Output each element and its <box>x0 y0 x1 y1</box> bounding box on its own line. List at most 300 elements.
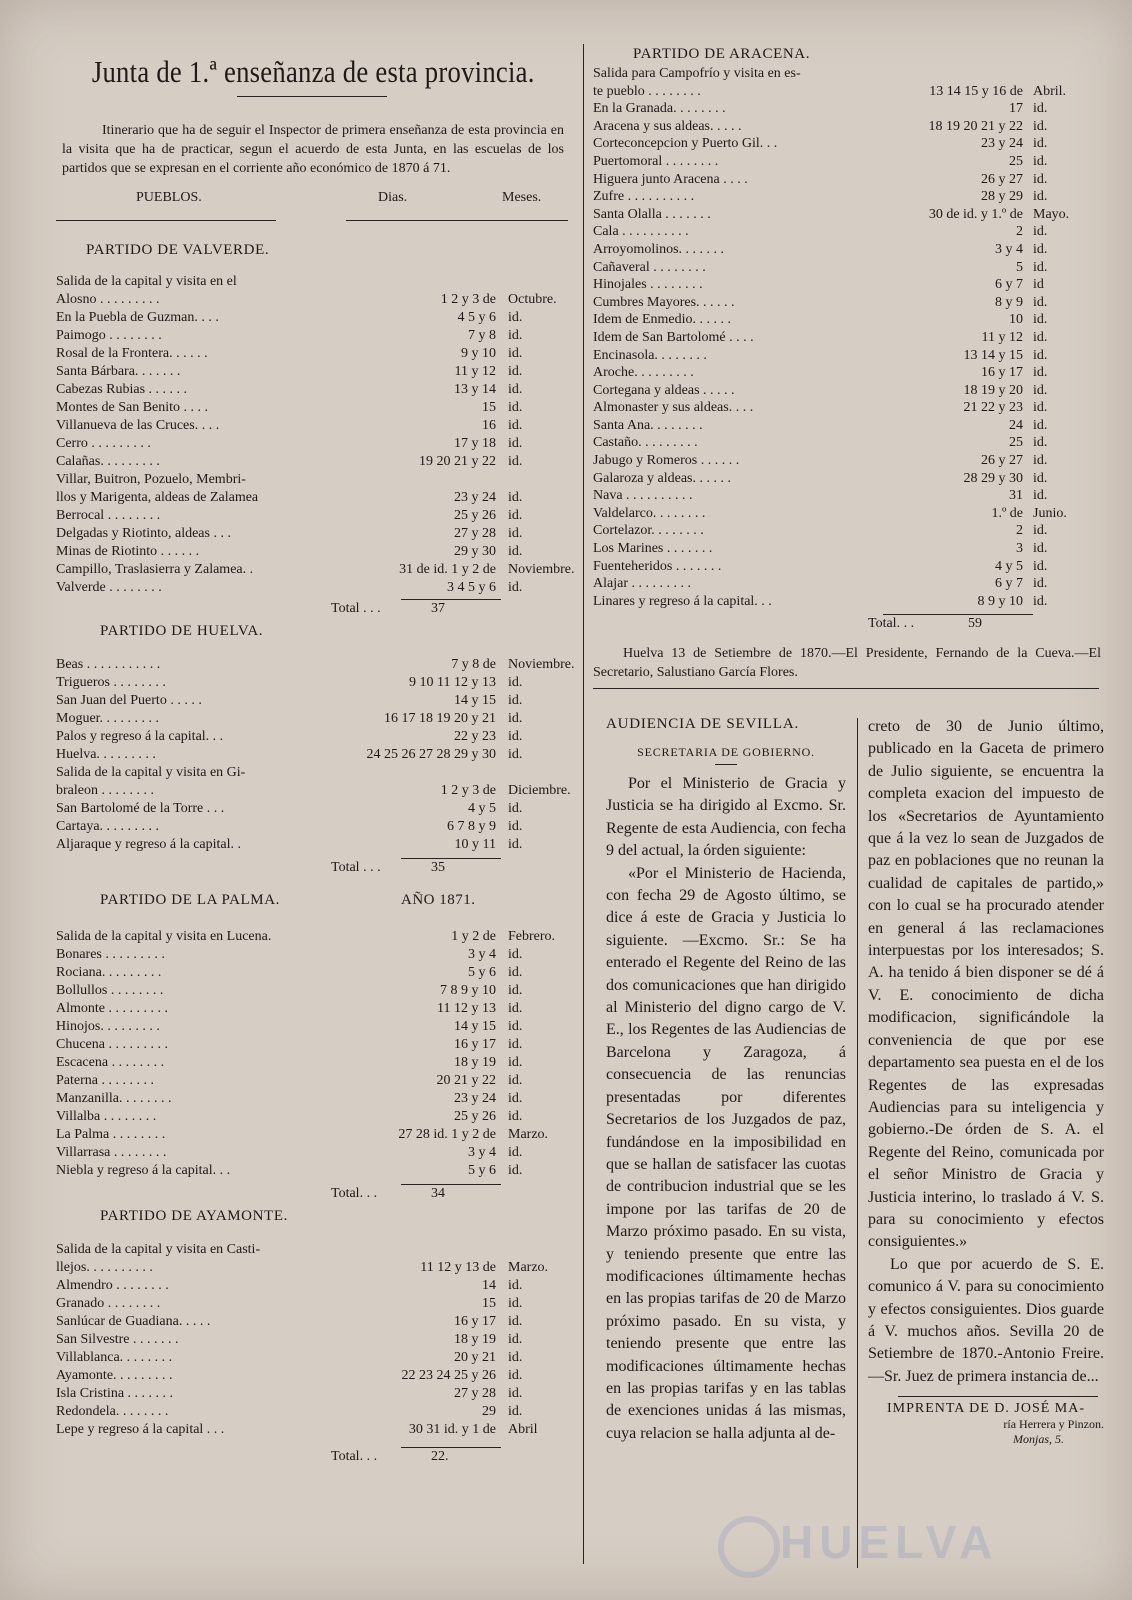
signature-text: Huelva 13 de Setiembre de 1870.—El Presidente, Fernando de la Cueva.—El Secretario, Salustiano García Flores. <box>593 646 1101 681</box>
meses-cell: id. <box>508 693 523 708</box>
table-row <box>593 188 1103 206</box>
dias-cell: 25 <box>1009 153 1023 169</box>
dias-cell: 2 <box>1016 523 1023 539</box>
pueblo-cell: Los Marines . . . . . . . <box>593 541 713 557</box>
dias-cell: 13 y 14 <box>454 382 496 397</box>
dias-cell: 31 <box>1009 488 1023 504</box>
pueblo-cell: Villanueva de las Cruces. . . . <box>56 418 220 433</box>
pueblo-cell: Villalba . . . . . . . . <box>56 1109 157 1124</box>
dias-cell: 18 y 19 <box>454 1332 496 1347</box>
dias-cell: 26 y 27 <box>981 453 1023 469</box>
total-value: 37 <box>431 601 445 616</box>
dias-cell: 21 22 y 23 <box>963 400 1023 416</box>
pueblo-cell: Cortegana y aldeas . . . . . <box>593 382 735 398</box>
dias-cell: 22 23 24 25 y 26 <box>401 1368 496 1383</box>
pueblo-cell: Bollullos . . . . . . . . <box>56 983 164 998</box>
dias-cell: 15 <box>482 1296 496 1311</box>
meses-cell: id. <box>508 1278 523 1293</box>
table-row <box>56 1331 568 1349</box>
table-row <box>56 964 568 982</box>
pueblo-cell: En la Granada. . . . . . . . <box>593 101 726 117</box>
table-row <box>56 291 568 309</box>
column-divider <box>583 44 584 1564</box>
section-title: PARTIDO DE AYAMONTE. <box>100 1208 288 1224</box>
pueblo-cell: Huelva. . . . . . . . . <box>56 747 156 762</box>
meses-cell: id. <box>508 983 523 998</box>
meses-cell: id. <box>1033 347 1048 363</box>
table-row <box>56 1277 568 1295</box>
meses-cell: id. <box>508 1163 523 1178</box>
dias-cell: 11 12 y 13 de <box>420 1260 496 1275</box>
meses-cell: id. <box>508 1350 523 1365</box>
dias-cell: 3 y 4 <box>468 1145 496 1160</box>
meses-cell: id. <box>1033 101 1048 117</box>
pueblo-cell: Rosal de la Frontera. . . . . . <box>56 346 208 361</box>
pueblo-cell: Escacena . . . . . . . . <box>56 1055 165 1070</box>
meses-cell: Noviembre. <box>508 657 575 672</box>
meses-cell: id. <box>508 364 523 379</box>
table-row <box>593 241 1103 259</box>
pueblo-cell: Salida de la capital y visita en Lucena. <box>56 929 272 944</box>
table-row <box>593 347 1103 365</box>
dias-cell: 6 7 8 y 9 <box>447 819 496 834</box>
pueblo-cell: Higuera junto Aracena . . . . <box>593 171 748 187</box>
pueblo-cell: Cala . . . . . . . . . . <box>593 224 689 240</box>
rows-ayamonte <box>56 1241 568 1439</box>
table-row <box>593 206 1103 224</box>
pueblo-cell: Isla Cristina . . . . . . . <box>56 1386 174 1401</box>
pueblo-cell: San Bartolomé de la Torre . . . <box>56 801 225 816</box>
meses-cell: id. <box>508 1404 523 1419</box>
meses-cell: id. <box>1033 118 1048 134</box>
table-row <box>593 364 1103 382</box>
pueblo-cell: Jabugo y Romeros . . . . . . <box>593 453 740 469</box>
meses-cell: id. <box>508 346 523 361</box>
meses-cell: id. <box>508 1073 523 1088</box>
dias-cell: 27 y 28 <box>454 526 496 541</box>
meses-cell: id. <box>508 1368 523 1383</box>
meses-cell: Junio. <box>1033 505 1067 521</box>
meses-cell: Diciembre. <box>508 783 571 798</box>
total-label: Total . . . <box>331 860 381 875</box>
subtitle-rule <box>715 764 737 765</box>
pueblo-cell: San Silvestre . . . . . . . <box>56 1332 179 1347</box>
table-row <box>56 1295 568 1313</box>
table-row <box>593 382 1103 400</box>
table-row <box>56 273 568 291</box>
pueblo-cell: Palos y regreso á la capital. . . <box>56 729 224 744</box>
pueblo-cell: Niebla y regreso á la capital. . . <box>56 1163 231 1178</box>
table-row <box>593 399 1103 417</box>
meses-cell: id. <box>508 747 523 762</box>
table-row <box>593 522 1103 540</box>
total-ayamonte <box>56 1449 568 1469</box>
dias-cell: 4 y 5 <box>995 558 1023 574</box>
table-row <box>56 1090 568 1108</box>
meses-cell: id. <box>508 1296 523 1311</box>
meses-cell: id. <box>1033 488 1048 504</box>
dias-cell: 6 y 7 <box>995 576 1023 592</box>
section-ayamonte <box>56 1208 568 1469</box>
dias-cell: 13 14 y 15 <box>963 347 1023 363</box>
meses-cell: id. <box>508 675 523 690</box>
dias-cell: 4 y 5 <box>468 801 496 816</box>
pueblo-cell: Cumbres Mayores. . . . . . <box>593 294 735 310</box>
dias-cell: 25 y 26 <box>454 1109 496 1124</box>
pueblo-cell: La Palma . . . . . . . . <box>56 1127 166 1142</box>
meses-cell: id. <box>508 436 523 451</box>
year-heading: AÑO 1871. <box>401 892 476 908</box>
pueblo-cell: Rociana. . . . . . . . . <box>56 965 162 980</box>
table-row <box>56 579 568 597</box>
dias-cell: 3 4 5 y 6 <box>447 580 496 595</box>
table-row <box>56 471 568 489</box>
dias-cell: 29 <box>482 1404 496 1419</box>
table-row <box>593 575 1103 593</box>
pueblo-cell: Fuenteheridos . . . . . . . <box>593 558 722 574</box>
table-row <box>593 276 1103 294</box>
dias-cell: 27 y 28 <box>454 1386 496 1401</box>
dias-cell: 8 9 y 10 <box>977 593 1023 609</box>
pueblo-cell: Berrocal . . . . . . . . <box>56 508 161 523</box>
dias-cell: 9 y 10 <box>461 346 496 361</box>
dias-cell: 17 y 18 <box>454 436 496 451</box>
pueblo-cell: Valverde . . . . . . . . <box>56 580 162 595</box>
dias-cell: 19 20 21 y 22 <box>419 454 496 469</box>
dias-cell: 28 29 y 30 <box>963 470 1023 486</box>
article-body-1 <box>606 773 846 1445</box>
dias-cell: 3 <box>1016 541 1023 557</box>
table-row <box>593 558 1103 576</box>
meses-cell: id. <box>1033 400 1048 416</box>
pueblo-cell: Aroche. . . . . . . . . <box>593 365 694 381</box>
dias-cell: 30 31 id. y 1 de <box>408 1422 496 1437</box>
pueblo-cell: Aljaraque y regreso á la capital. . <box>56 837 242 852</box>
table-row <box>593 65 1103 83</box>
meses-cell: id. <box>508 801 523 816</box>
pueblo-cell: En la Puebla de Guzman. . . . <box>56 310 219 325</box>
table-row <box>56 656 575 674</box>
header-rule-left <box>56 220 276 221</box>
pueblo-cell: Alajar . . . . . . . . . <box>593 576 691 592</box>
table-row <box>56 1421 568 1439</box>
pueblo-cell: Alosno . . . . . . . . . <box>56 292 160 307</box>
pueblo-cell: Idem de Enmedio. . . . . . <box>593 312 732 328</box>
header-meses: Meses. <box>502 190 542 205</box>
pueblo-cell: Villar, Buitron, Pozuelo, Membri- <box>56 472 246 487</box>
table-row <box>56 982 568 1000</box>
table-row <box>56 453 568 471</box>
table-row <box>56 928 568 946</box>
table-row <box>56 489 568 507</box>
pueblo-cell: San Juan del Puerto . . . . . <box>56 693 202 708</box>
table-row <box>56 1403 568 1421</box>
table-row <box>56 1313 568 1331</box>
dias-cell: 20 21 y 22 <box>436 1073 496 1088</box>
pueblo-cell: Salida de la capital y visita en Casti- <box>56 1242 261 1257</box>
dias-cell: 23 y 24 <box>454 490 496 505</box>
section-valverde <box>56 242 575 621</box>
pueblo-cell: Cortelazor. . . . . . . . <box>593 523 704 539</box>
pueblo-cell: Cañaveral . . . . . . . . <box>593 259 706 275</box>
dias-cell: 5 <box>1016 259 1023 275</box>
total-aracena <box>593 616 1103 636</box>
table-row <box>56 1108 568 1126</box>
pueblo-cell: Calañas. . . . . . . . . <box>56 454 160 469</box>
table-row <box>593 434 1103 452</box>
pueblo-cell: Almonaster y sus aldeas. . . . <box>593 400 754 416</box>
dias-cell: 5 y 6 <box>468 965 496 980</box>
dias-cell: 9 10 11 12 y 13 <box>409 675 496 690</box>
meses-cell: Octubre. <box>508 292 557 307</box>
meses-cell: id. <box>1033 312 1048 328</box>
pueblo-cell: Sanlúcar de Guadiana. . . . . <box>56 1314 211 1329</box>
pueblo-cell: Zufre . . . . . . . . . . <box>593 189 695 205</box>
dias-cell: 28 y 29 <box>981 189 1023 205</box>
dias-cell: 16 y 17 <box>454 1037 496 1052</box>
total-rule <box>401 858 501 859</box>
meses-cell: id. <box>508 1145 523 1160</box>
pueblo-cell: Cabezas Rubias . . . . . . <box>56 382 188 397</box>
title-rule <box>237 96 387 97</box>
table-row <box>56 1259 568 1277</box>
pueblo-cell: Galaroza y aldeas. . . . . . <box>593 470 731 486</box>
meses-cell: id. <box>1033 329 1048 345</box>
table-row <box>56 1054 568 1072</box>
page-title: Junta de 1.ª enseñanza de esta provincia. <box>91 54 535 89</box>
rows-palma <box>56 928 568 1180</box>
dias-cell: 30 de id. y 1.º de <box>928 206 1023 222</box>
meses-cell: id. <box>508 382 523 397</box>
pueblo-cell: Manzanilla. . . . . . . . <box>56 1091 172 1106</box>
dias-cell: 1.º de <box>991 505 1023 521</box>
meses-cell: id. <box>1033 171 1048 187</box>
table-row <box>593 540 1103 558</box>
article-title: AUDIENCIA DE SEVILLA. <box>606 716 800 732</box>
table-row <box>56 435 568 453</box>
dias-cell: 3 y 4 <box>468 947 496 962</box>
meses-cell: id. <box>1033 470 1048 486</box>
table-row <box>56 710 568 728</box>
dias-cell: 5 y 6 <box>468 1163 496 1178</box>
table-row <box>56 561 575 579</box>
meses-cell: id. <box>508 1037 523 1052</box>
total-label: Total. . . <box>868 616 915 632</box>
meses-cell: id. <box>508 310 523 325</box>
table-row <box>593 417 1103 435</box>
dias-cell: 1 2 y 3 de <box>440 783 496 798</box>
meses-cell: Abril. <box>1033 83 1067 99</box>
meses-cell: id. <box>508 490 523 505</box>
meses-cell: id. <box>1033 153 1048 169</box>
meses-cell: id. <box>1033 294 1048 310</box>
total-label: Total. . . <box>331 1449 378 1464</box>
pueblo-cell: Corteconcepcion y Puerto Gil. . . <box>593 136 778 152</box>
meses-cell: id. <box>508 1386 523 1401</box>
meses-cell: id. <box>508 1019 523 1034</box>
pueblo-cell: Hinojales . . . . . . . . <box>593 277 703 293</box>
total-rule <box>401 1447 501 1448</box>
dias-cell: 10 <box>1009 312 1023 328</box>
pueblo-cell: Paimogo . . . . . . . . <box>56 328 162 343</box>
total-value: 22. <box>431 1449 449 1464</box>
meses-cell: id. <box>1033 189 1048 205</box>
table-row <box>56 746 568 764</box>
table-row <box>593 294 1103 312</box>
article-paragraph: Lo que por acuerdo de S. E. comunico á V. para su conocimiento y efectos consiguientes. Dios guarde á V. muchos años. Sevilla 20 de Setiembre de 1870.-Antonio Freire. —Sr. Juez de primera instancia de... <box>868 1255 1104 1385</box>
dias-cell: 7 8 9 y 10 <box>440 983 496 998</box>
meses-cell: Febrero. <box>508 929 556 944</box>
meses-cell: id. <box>508 819 523 834</box>
total-rule <box>401 599 501 600</box>
header-rule-right <box>346 220 568 221</box>
pueblo-cell: Cerro . . . . . . . . . <box>56 436 151 451</box>
table-row <box>593 153 1103 171</box>
table-row <box>593 259 1103 277</box>
pueblo-cell: Montes de San Benito . . . . <box>56 400 209 415</box>
table-row <box>56 692 568 710</box>
table-row <box>56 1162 568 1180</box>
meses-cell: id. <box>508 1109 523 1124</box>
pueblo-cell: Valdelarco. . . . . . . . <box>593 505 706 521</box>
header-dias: Dias. <box>378 190 408 205</box>
total-value: 35 <box>431 860 445 875</box>
table-row <box>56 836 568 854</box>
dias-cell: 16 <box>482 418 496 433</box>
pueblo-cell: Minas de Riotinto . . . . . . <box>56 544 200 559</box>
article-paragraph: Por el Ministerio de Gracia y Justicia se ha dirigido al Excmo. Sr. Regente de esta Audiencia, con fecha 9 del actual, la órden siguiente: <box>606 775 846 860</box>
table-row <box>56 417 568 435</box>
pueblo-cell: Santa Bárbara. . . . . . . <box>56 364 181 379</box>
meses-cell: id <box>1033 277 1044 293</box>
dias-cell: 16 17 18 19 20 y 21 <box>384 711 496 726</box>
dias-cell: 14 <box>482 1278 496 1293</box>
table-row <box>593 100 1103 118</box>
table-row <box>593 171 1103 189</box>
table-row <box>56 1036 568 1054</box>
section-title: PARTIDO DE VALVERDE. <box>86 242 270 258</box>
section-huelva <box>56 623 575 880</box>
meses-cell: id. <box>1033 523 1048 539</box>
pueblo-cell: Bonares . . . . . . . . . <box>56 947 165 962</box>
table-row <box>56 381 568 399</box>
total-huelva <box>56 860 568 880</box>
meses-cell: id. <box>508 1001 523 1016</box>
table-row <box>593 593 1103 611</box>
dias-cell: 1 2 y 3 de <box>440 292 496 307</box>
meses-cell: id. <box>508 711 523 726</box>
table-row <box>593 118 1103 136</box>
table-row <box>593 311 1103 329</box>
rows-huelva <box>56 656 575 854</box>
dias-cell: 20 y 21 <box>454 1350 496 1365</box>
dias-cell: 2 <box>1016 224 1023 240</box>
pueblo-cell: Santa Olalla . . . . . . . <box>593 206 711 222</box>
meses-cell: id. <box>1033 259 1048 275</box>
dias-cell: 11 12 y 13 <box>437 1001 496 1016</box>
article-paragraph: creto de 30 de Junio último, publicado en la Gaceta de primero de Julio siguiente, se encuentra la completa exacion del impuesto de los «Secretarios de Ayuntamiento que á la vez lo sean de Juzgados de paz en poblaciones que no reunan la cualidad de capitales de partido,» con lo cual se ha procurado atender en general á las reclamaciones interpuestas por los interesados; S. A. ha tenido á bien disponer se dé á V. E. conocimiento de dicha modificacion, significándole la conveniencia de que por ese departamento sea puesta en el de los Regentes de las expresadas Audiencias para su inteligencia y gobierno.-De órden de S. A. el Regente del Reino, comunicada por el señor Ministro de Gracia y Justicia interino, lo traslado á V. S. para su conocimiento y efectos consiguientes.» <box>868 718 1104 1251</box>
article-subtitle: SECRETARIA DE GOBIERNO. <box>637 745 815 759</box>
meses-cell: id. <box>508 729 523 744</box>
pueblo-cell: Linares y regreso á la capital. . . <box>593 593 772 609</box>
dias-cell: 6 y 7 <box>995 277 1023 293</box>
table-row <box>593 470 1103 488</box>
dias-cell: 13 14 15 y 16 de <box>929 83 1023 99</box>
table-row <box>56 800 568 818</box>
pueblo-cell: te pueblo . . . . . . . . <box>593 83 701 99</box>
meses-cell: id. <box>508 1055 523 1070</box>
dias-cell: 10 y 11 <box>454 837 496 852</box>
meses-cell: id. <box>508 1314 523 1329</box>
table-row <box>56 1126 568 1144</box>
table-row <box>56 1000 568 1018</box>
dias-cell: 18 19 20 21 y 22 <box>928 118 1023 134</box>
dias-cell: 22 y 23 <box>454 729 496 744</box>
pueblo-cell: Delgadas y Riotinto, aldeas . . . <box>56 526 231 541</box>
total-label: Total . . . <box>331 601 381 616</box>
table-row <box>593 505 1103 523</box>
pueblo-cell: Castaño. . . . . . . . . <box>593 435 698 451</box>
pueblo-cell: Redondela. . . . . . . . <box>56 1404 169 1419</box>
meses-cell: id. <box>508 1091 523 1106</box>
table-row <box>56 1385 568 1403</box>
pueblo-cell: Villarrasa . . . . . . . . <box>56 1145 167 1160</box>
table-row <box>56 1241 568 1259</box>
pueblo-cell: llos y Marigenta, aldeas de Zalamea <box>56 490 259 505</box>
dias-cell: 4 5 y 6 <box>457 310 496 325</box>
dias-cell: 24 25 26 27 28 29 y 30 <box>366 747 496 762</box>
dias-cell: 23 y 24 <box>454 1091 496 1106</box>
section-palma <box>56 892 568 1206</box>
meses-cell: id. <box>1033 558 1048 574</box>
meses-cell: id. <box>1033 435 1048 451</box>
table-row <box>56 764 568 782</box>
pueblo-cell: braleon . . . . . . . . <box>56 783 154 798</box>
audiencia-column-2 <box>868 716 1104 1447</box>
audiencia-column-1 <box>606 716 846 1445</box>
dias-cell: 14 y 15 <box>454 1019 496 1034</box>
meses-cell: id. <box>508 454 523 469</box>
meses-cell: id. <box>508 508 523 523</box>
rows-aracena <box>593 65 1103 610</box>
pueblo-cell: Moguer. . . . . . . . . <box>56 711 160 726</box>
dias-cell: 29 y 30 <box>454 544 496 559</box>
right-column <box>593 46 1103 689</box>
column-headers <box>56 190 568 214</box>
dias-cell: 16 y 17 <box>981 365 1023 381</box>
pueblo-cell: Salida de la capital y visita en el <box>56 274 237 289</box>
imprint-address: Monjas, 5. <box>1013 1432 1064 1447</box>
dias-cell: 8 y 9 <box>995 294 1023 310</box>
meses-cell: id. <box>1033 382 1048 398</box>
pueblo-cell: Encinasola. . . . . . . . <box>593 347 707 363</box>
dias-cell: 16 y 17 <box>454 1314 496 1329</box>
meses-cell: id. <box>1033 453 1048 469</box>
dias-cell: 27 28 id. 1 y 2 de <box>398 1127 496 1142</box>
total-valverde <box>56 601 568 621</box>
table-row <box>593 223 1103 241</box>
meses-cell: id. <box>1033 224 1048 240</box>
meses-cell: id. <box>1033 576 1048 592</box>
table-row <box>593 329 1103 347</box>
dias-cell: 11 y 12 <box>454 364 496 379</box>
table-row <box>56 363 568 381</box>
table-row <box>56 309 568 327</box>
imprint-rule <box>898 1396 1098 1397</box>
table-row <box>56 525 568 543</box>
imprint-name: ría Herrera y Pinzon. <box>1003 1417 1104 1432</box>
dias-cell: 7 y 8 <box>468 328 496 343</box>
